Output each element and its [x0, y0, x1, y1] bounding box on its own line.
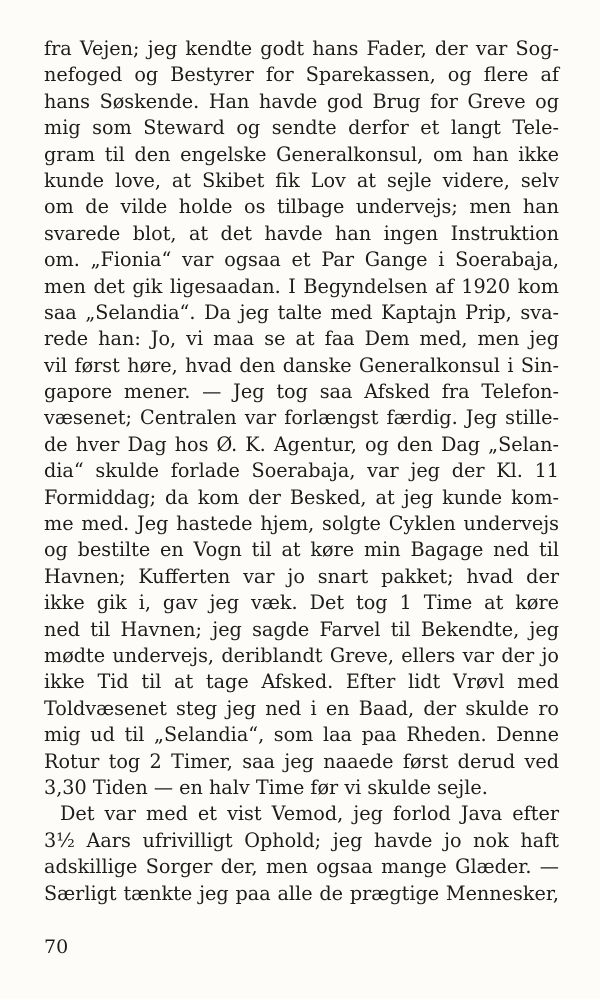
text-line: 3,30 Tiden — en halv Time før vi skulde sejle. [44, 775, 488, 799]
text-line: adskillige Sorger der, men ogsaa mange Glæder. — [44, 855, 559, 879]
text-line: dia“ skulde forlade Soerabaja, var jeg der Kl. 11 [44, 459, 559, 483]
text-line: mig som Steward og sendte derfor et langt Tele- [44, 116, 559, 140]
text-line: mødte undervejs, deriblandt Greve, ellers var der jo [44, 643, 559, 667]
text-line: kunde love, at Skibet fik Lov at sejle videre, selv [44, 168, 559, 192]
text-line: ikke gik i, gav jeg væk. Det tog 1 Time at køre [44, 591, 559, 615]
text-line: saa „Selandia“. Da jeg talte med Kaptajn Prip, sva- [44, 300, 559, 324]
text-line: Havnen; Kufferten var jo snart pakket; hvad der [44, 564, 559, 588]
text-line: gram til den engelske Generalkonsul, om han ikke [44, 142, 559, 166]
text-line: svarede blot, at det havde han ingen Instruktion [44, 221, 559, 245]
text-line: fra Vejen; jeg kendte godt hans Fader, der var Sog- [44, 37, 559, 60]
text-line: ikke Tid til at tage Afsked. Efter lidt Vrøvl med [44, 670, 559, 694]
text-line: ned til Havnen; jeg sagde Farvel til Bekendte, jeg [44, 617, 559, 641]
text-line: 3½ Aars ufrivilligt Ophold; jeg havde jo nok haft [44, 828, 559, 852]
text-line: gapore mener. — Jeg tog saa Afsked fra Telefon- [44, 380, 559, 404]
text-line: rede han: Jo, vi maa se at faa Dem med, men jeg [44, 327, 559, 351]
text-line: me med. Jeg hastede hjem, solgte Cyklen undervejs [44, 512, 559, 536]
text-line: hans Søskende. Han havde god Brug for Greve og [44, 89, 559, 113]
text-line: vil først høre, hvad den danske Generalkonsul i Sin- [44, 353, 559, 377]
text-line: om de vilde holde os tilbage undervejs; men han [44, 195, 559, 219]
text-line: Særligt tænkte jeg paa alle de prægtige Mennesker, [44, 881, 559, 905]
page-number: 70 [44, 936, 69, 958]
text-line: om. „Fionia“ var ogsaa et Par Gange i Soerabaja, [44, 248, 559, 272]
text-line: Formiddag; da kom der Besked, at jeg kunde kom- [44, 485, 559, 509]
text-line: Det var med et vist Vemod, jeg forlod Java efter [60, 802, 559, 826]
text-line: nefoged og Bestyrer for Sparekassen, og flere af [44, 63, 559, 87]
text-line: men det gik ligesaadan. I Begyndelsen af 1920 kom [44, 274, 559, 298]
text-line: væsenet; Centralen var forlængst færdig. Jeg stille- [44, 406, 559, 430]
text-line: og bestilte en Vogn til at køre min Bagage ned til [44, 538, 559, 562]
body-text [44, 36, 559, 907]
text-line: mig ud til „Selandia“, som laa paa Rheden. Denne [44, 723, 559, 747]
text-line: de hver Dag hos Ø. K. Agentur, og den Dag „Selan- [44, 432, 559, 456]
text-line: Rotur tog 2 Timer, saa jeg naaede først derud ved [44, 749, 559, 773]
text-line: Toldvæsenet steg jeg ned i en Baad, der skulde ro [44, 696, 559, 720]
